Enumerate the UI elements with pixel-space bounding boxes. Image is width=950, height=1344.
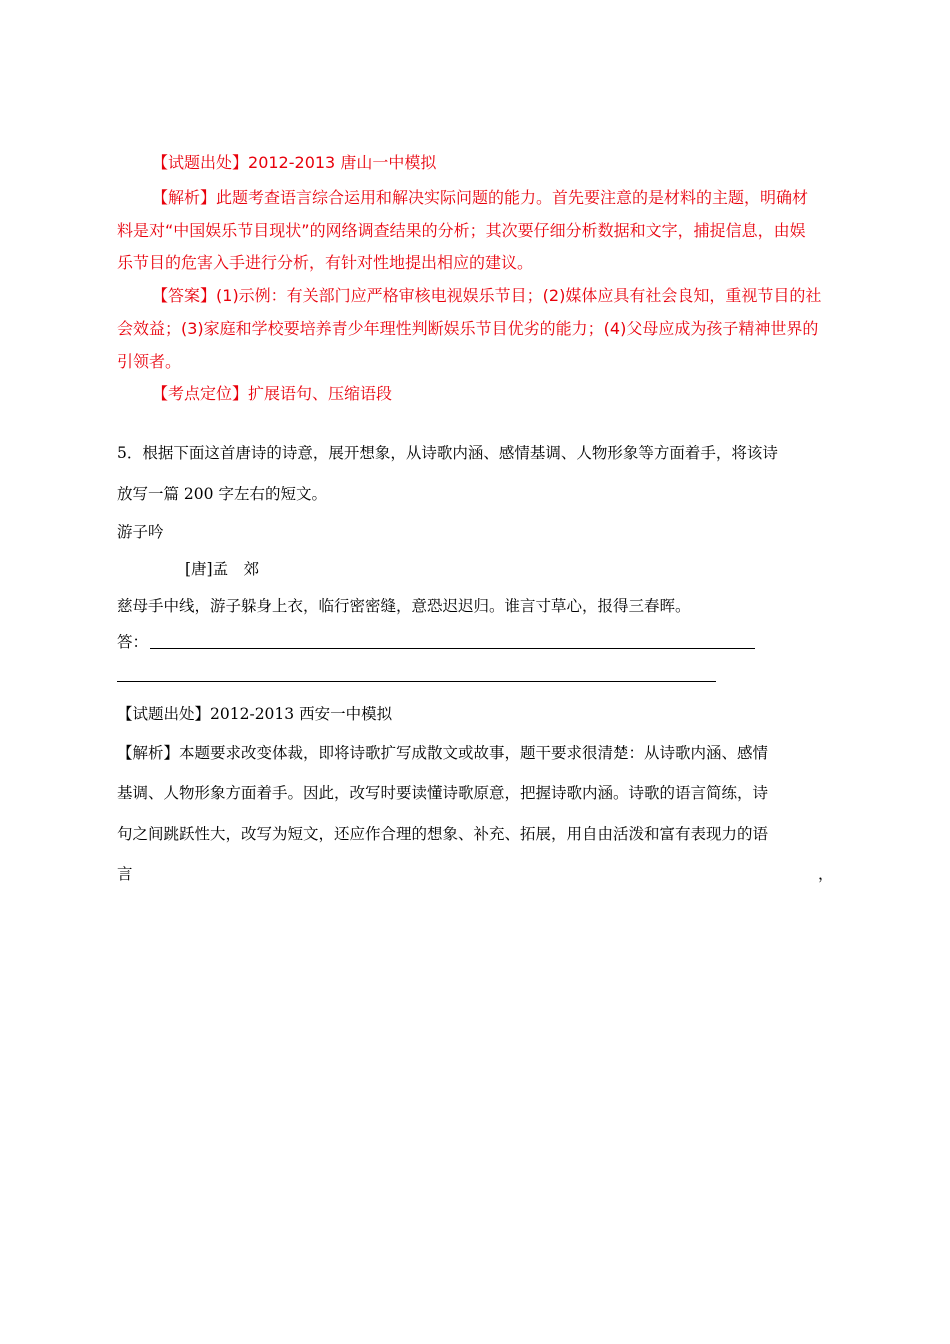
analysis-line-3: 乐节目的危害入手进行分析，有针对性地提出相应的建议。 [117,253,534,272]
source-text: 2012-2013 唐山一中模拟 [248,153,437,172]
analysis-label-2: 【解析】 [117,744,180,762]
analysis-5-line-4: 言 [117,865,133,883]
question-5-line-2: 放写一篇 200 字左右的短文。 [117,485,327,503]
answer-prompt: 答： [117,633,149,651]
answer-blank-line-1[interactable] [150,648,755,649]
analysis-line-2: 料是对“中国娱乐节目现状”的网络调查结果的分析；其次要仔细分析数据和文字，捕捉信息，由娱 [117,221,806,240]
analysis-5-line-1 [117,741,768,763]
answer-text-1: (1)示例：有关部门应严格审核电视娱乐节目；(2)媒体应具有社会良知，重视节目的社 [216,286,822,305]
analysis-5-text-1: 本题要求改变体裁，即将诗歌扩写成散文或故事，题干要求很清楚：从诗歌内涵、感情 [179,744,769,762]
answer-line-3: 引领者。 [117,352,182,371]
analysis-line-1 [152,185,808,208]
analysis-label: 【解析】 [152,188,217,207]
analysis-5-trailing-comma: ， [818,865,834,883]
keypoint-text: 扩展语句、压缩语段 [248,384,393,403]
source-line [117,702,392,724]
source-text-2: 2012-2013 西安一中模拟 [210,705,393,723]
answer-line-2: 会效益；(3)家庭和学校要培养青少年理性判断娱乐节目优劣的能力；(4)父母应成为孩子精神世界的 [117,319,819,338]
keypoint-label: 【考点定位】 [152,384,249,403]
source-label: 【试题出处】 [152,153,249,172]
question-5-line-1: 5．根据下面这首唐诗的诗意，展开想象，从诗歌内涵、感情基调、人物形象等方面着手，将该诗 [117,444,778,462]
poem-text: 慈母手中线，游子躲身上衣，临行密密缝，意恐迟迟归。谁言寸草心，报得三春晖。 [117,597,691,615]
source-line-red [152,150,436,173]
answer-line-1 [152,283,821,306]
poem-title: 游子吟 [117,523,164,541]
source-label-2: 【试题出处】 [117,705,211,723]
analysis-text-1: 此题考查语言综合运用和解决实际问题的能力。首先要注意的是材料的主题，明确材 [216,188,809,207]
answer-label: 【答案】 [152,286,217,305]
answer-blank-line-2[interactable] [117,681,716,682]
poem-author: [唐]孟 郊 [185,560,260,578]
keypoint-line [152,381,392,404]
analysis-5-line-3: 句之间跳跃性大，改写为短文，还应作合理的想象、补充、拓展，用自由活泼和富有表现力的语 [117,825,769,843]
analysis-5-line-2: 基调、人物形象方面着手。因此，改写时要读懂诗歌原意，把握诗歌内涵。诗歌的语言简练，诗 [117,784,769,802]
